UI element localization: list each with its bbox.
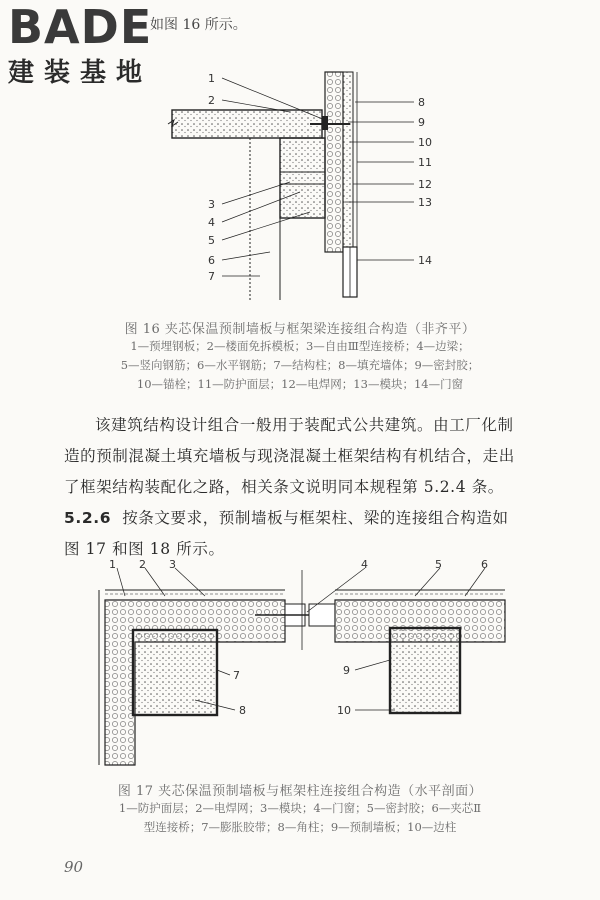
fig16-callout-5: 5 — [208, 234, 215, 247]
body-paragraph-line: 了框架结构装配化之路，相关条文说明同本规程第 5.2.4 条。 — [64, 478, 504, 496]
fig17-callout-4: 4 — [361, 560, 368, 571]
fig17-callout-6: 6 — [481, 560, 488, 571]
fig16-callout-6: 6 — [208, 254, 215, 267]
figure-16-caption — [0, 318, 600, 394]
fig16-callout-10: 10 — [418, 136, 432, 149]
figure-17-drawing — [95, 560, 515, 770]
fig16-callout-7: 7 — [208, 270, 215, 283]
figure-16-drawing — [150, 62, 450, 302]
insulation-module — [325, 72, 343, 252]
fig17-callout-1: 1 — [109, 560, 116, 571]
fig16-callout-13: 13 — [418, 196, 432, 209]
page-number: 90 — [64, 858, 84, 876]
section-text: 按条文要求，预制墙板与框架柱、梁的连接组合构造如 — [122, 509, 509, 527]
fig17-callout-8: 8 — [239, 704, 246, 717]
fig17-callout-5: 5 — [435, 560, 442, 571]
fig16-callout-8: 8 — [418, 96, 425, 109]
fig16-callout-1: 1 — [208, 72, 215, 85]
top-text-fragment: 如图 16 所示。 — [150, 17, 247, 33]
fig17-callout-10: 10 — [337, 704, 351, 717]
figure-17-title: 图 17 夹芯保温预制墙板与框架柱连接组合构造（水平剖面） — [117, 784, 483, 799]
fig16-callout-2: 2 — [208, 94, 215, 107]
edge-column — [390, 628, 460, 713]
fig16-callout-9: 9 — [418, 116, 425, 129]
floor-slab — [172, 110, 322, 138]
body-text — [64, 410, 534, 565]
fig16-callout-11: 11 — [418, 156, 432, 169]
logo-subtitle: 建装基地 — [8, 58, 153, 88]
fig16-callout-3: 3 — [208, 198, 215, 211]
body-paragraph-line: 造的预制混凝土填充墙板与现浇混凝土框架结构有机结合，走出 — [64, 447, 515, 465]
fig17-callout-7: 7 — [233, 669, 240, 682]
figure-16-legend-line: 1—预埋钢板；2—楼面免拆模板；3—自由Ⅲ型连接桥；4—边梁； — [130, 339, 470, 353]
logo-brand: BADE — [8, 0, 153, 54]
figure-16-legend-line: 5—竖向钢筋；6—水平钢筋；7—结构柱；8—填充墙体；9—密封胶； — [120, 358, 480, 372]
figure-17-legend-line: 型连接桥；7—膨胀胶带；8—角柱；9—预制墙板；10—边柱 — [143, 820, 457, 834]
fig16-callout-4: 4 — [208, 216, 215, 229]
fig17-callout-2: 2 — [139, 560, 146, 571]
fig16-callout-12: 12 — [418, 178, 432, 191]
figure-17-legend-line: 1—防护面层；2—电焊网；3—模块；4—门窗；5—密封胶；6—夹芯Ⅱ — [118, 801, 482, 815]
precast-panel — [343, 72, 353, 252]
figure-16-title: 图 16 夹芯保温预制墙板与框架梁连接组合构造（非齐平） — [124, 322, 476, 337]
section-line — [64, 503, 534, 534]
fig17-callout-3: 3 — [169, 560, 176, 571]
section-number: 5.2.6 — [64, 509, 112, 527]
edge-beam — [280, 138, 325, 218]
fig17-callout-9: 9 — [343, 664, 350, 677]
figure-16-legend-line: 10—锚栓；11—防护面层；12—电焊网；13—模块；14—门窗 — [136, 377, 464, 391]
body-paragraph-line: 该建筑结构设计组合一般用于装配式公共建筑。由工厂化制 — [95, 416, 514, 434]
fig16-callout-14: 14 — [418, 254, 432, 267]
section-line-2: 图 17 和图 18 所示。 — [64, 540, 225, 558]
figure-17-caption — [0, 780, 600, 837]
